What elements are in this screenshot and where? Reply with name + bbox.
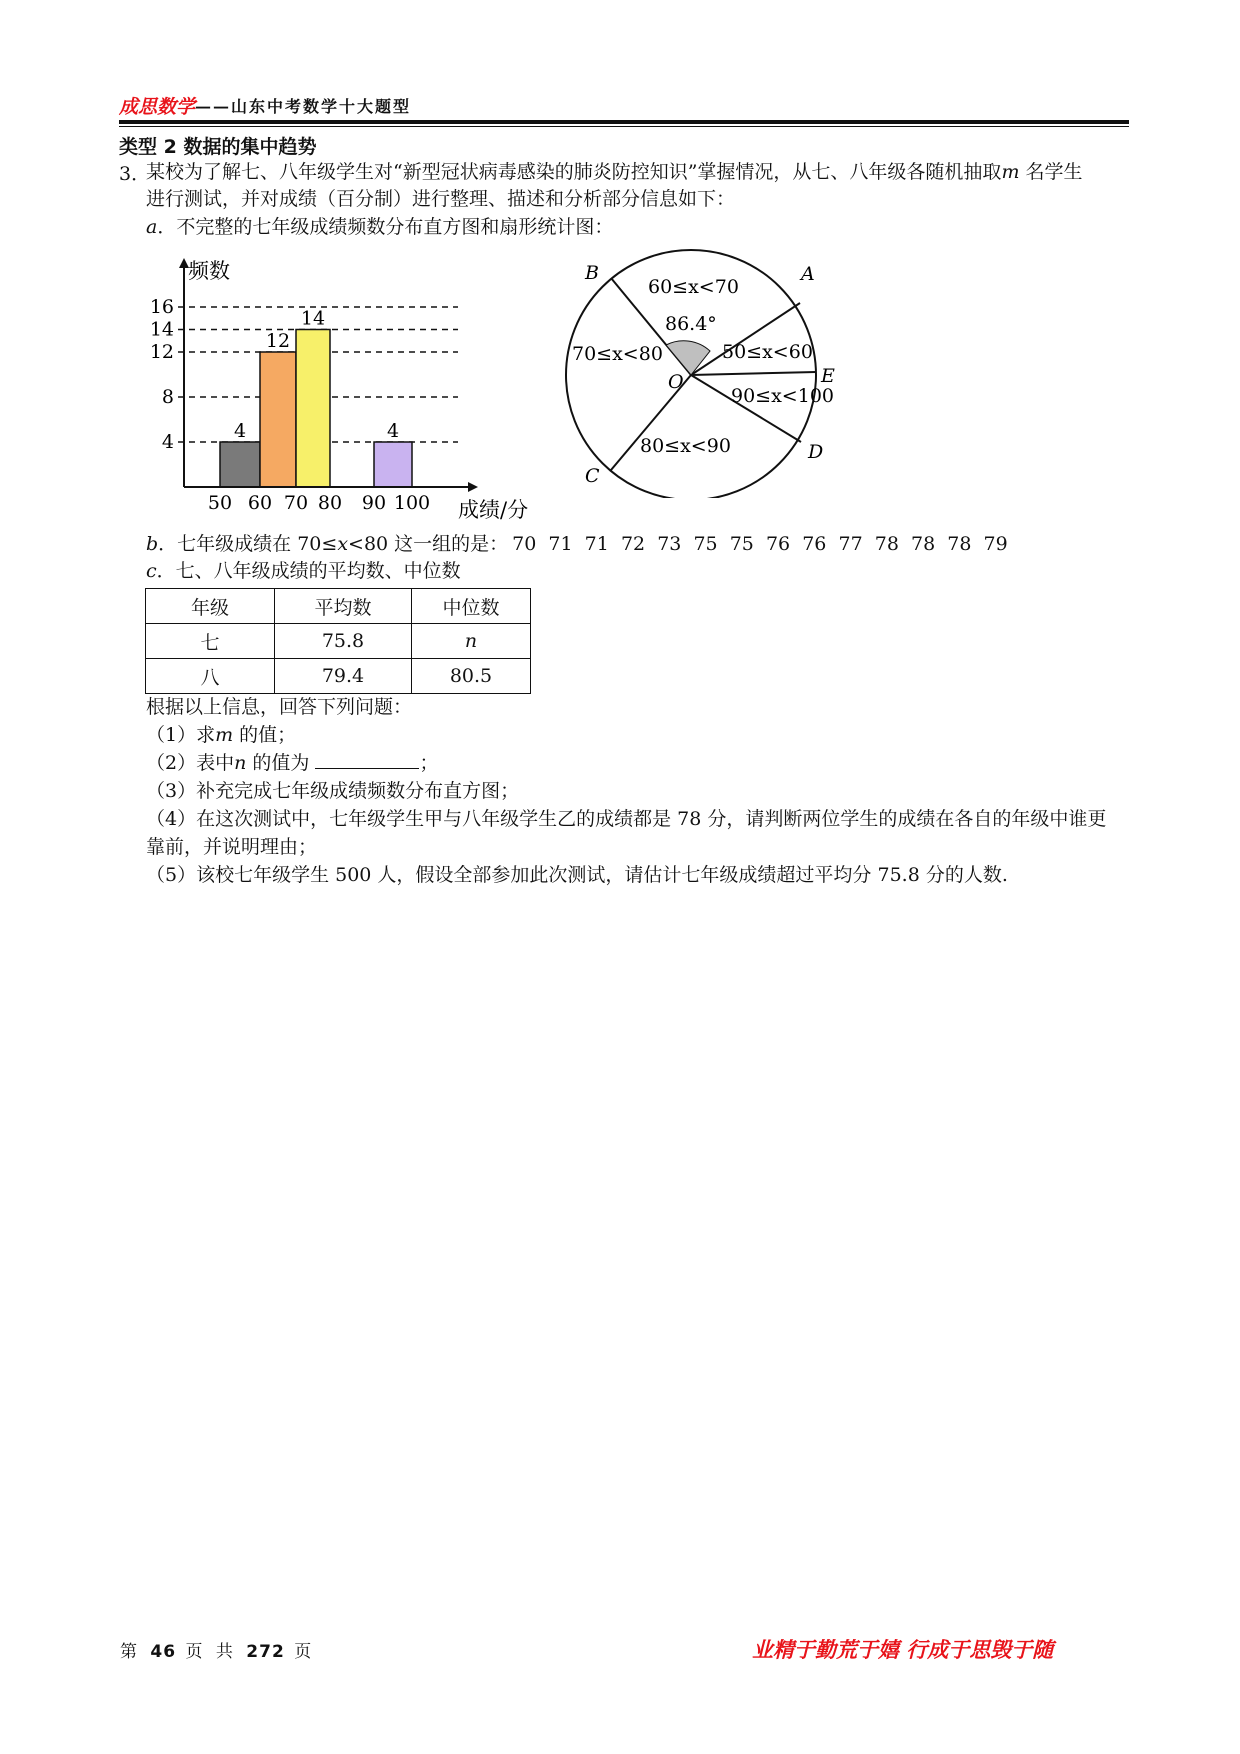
part-b-values: 70 71 71 72 73 75 75 76 76 77 78 78 78 79	[512, 533, 1008, 555]
x-axis-label: 成绩/分	[458, 498, 529, 522]
header-rule-thin	[119, 126, 1129, 127]
sub-question-2: （2）表中n 的值为 ；	[146, 752, 439, 774]
bar-value-label: 12	[265, 330, 291, 352]
sector-label-80-90: 80≤x<90	[640, 435, 731, 457]
part-a-caption: a．不完整的七年级成绩频数分布直方图和扇形统计图：	[146, 216, 614, 238]
sector-label-50-60: 50≤x<60	[722, 341, 813, 363]
y-tick-label: 4	[161, 431, 174, 453]
table-cell: 75.8	[275, 624, 412, 659]
page-header	[119, 92, 1129, 128]
question-intro-line2: 进行测试，并对成绩（百分制）进行整理、描述和分析部分信息如下：	[146, 188, 736, 210]
header-rule	[119, 120, 1129, 124]
bar-value-label: 4	[386, 420, 400, 442]
table-header: 年级	[146, 589, 275, 624]
pie-chart	[555, 248, 875, 498]
histogram-bar	[220, 442, 260, 487]
point-label-e: E	[821, 365, 835, 387]
y-axis-label: 频数	[188, 259, 230, 283]
sector-label-70-80: 70≤x<80	[572, 343, 663, 365]
y-tick-label: 8	[161, 386, 174, 408]
table-cell: 80.5	[412, 659, 531, 694]
angle-label: 86.4°	[665, 313, 717, 335]
sub-question-4-line1: （4）在这次测试中，七年级学生甲与八年级学生乙的成绩都是 78 分，请判断两位学生的成绩在各自的年级中谁更	[146, 808, 1107, 830]
table-header: 平均数	[275, 589, 412, 624]
sub-question-5: （5）该校七年级学生 500 人，假设全部参加此次测试，请估计七年级成绩超过平均分 75.8 分的人数.	[146, 864, 1008, 886]
sector-label-60-70: 60≤x<70	[648, 276, 739, 298]
table-cell: 79.4	[275, 659, 412, 694]
x-tick-label: 100	[393, 492, 431, 514]
point-label-b: B	[585, 262, 599, 284]
x-axis-arrow	[468, 482, 478, 492]
x-tick-label: 90	[361, 492, 387, 514]
x-tick-label: 50	[207, 492, 233, 514]
part-b-text: b．七年级成绩在 70≤x<80 这一组的是： 70 71 71 72 73 75 75 76 76 77 78 78 78 79	[146, 533, 1008, 555]
answer-blank[interactable]	[315, 750, 419, 769]
table-header-row	[146, 589, 531, 624]
angle-marker	[666, 341, 710, 375]
table-cell: 七	[146, 624, 275, 659]
center-label: O	[668, 371, 684, 393]
section-title: 类型 2 数据的集中趋势	[119, 136, 317, 158]
table-cell: 八	[146, 659, 275, 694]
table-row	[146, 624, 531, 659]
header-subtitle: ——山东中考数学十大题型	[195, 97, 412, 116]
point-label-d: D	[808, 441, 824, 463]
histogram-bar	[374, 442, 412, 487]
x-tick-label: 80	[317, 492, 343, 514]
question-intro-line1: 某校为了解七、八年级学生对“新型冠状病毒感染的肺炎防控知识”掌握情况，从七、八年级各随机抽取m 名学生	[146, 161, 1083, 183]
y-tick-label: 14	[149, 318, 174, 341]
brand-logo: 成思数学	[119, 96, 196, 118]
sub-question-4-line2: 靠前，并说明理由；	[146, 836, 318, 858]
y-tick-label: 12	[149, 341, 174, 363]
histogram-bar	[296, 330, 330, 488]
histogram-chart	[148, 258, 548, 530]
part-c-caption: c．七、八年级成绩的平均数、中位数	[146, 560, 461, 582]
histogram-bar	[260, 352, 296, 487]
bar-value-label: 14	[300, 307, 326, 330]
table-cell: n	[412, 624, 531, 659]
x-tick-label: 70	[283, 492, 309, 514]
stats-table	[145, 588, 531, 694]
y-tick-label: 16	[149, 296, 174, 318]
point-label-a: A	[801, 263, 815, 285]
follow-up-intro: 根据以上信息，回答下列问题：	[146, 696, 413, 718]
x-tick-label: 60	[247, 492, 273, 514]
footer-motto: 业精于勤荒于嬉 行成于思毁于随	[752, 1638, 1054, 1662]
sub-question-3: （3）补充完成七年级成绩频数分布直方图；	[146, 780, 520, 802]
sector-label-90-100: 90≤x<100	[731, 385, 834, 407]
question-number: 3．	[119, 163, 151, 185]
sub-question-1: （1）求m 的值；	[146, 724, 297, 746]
page-number: 第 46 页 共 272 页	[120, 1642, 316, 1662]
bar-value-label: 4	[233, 420, 247, 442]
table-row	[146, 659, 531, 694]
point-label-c: C	[585, 465, 600, 487]
radius-oe	[691, 372, 816, 375]
table-header: 中位数	[412, 589, 531, 624]
